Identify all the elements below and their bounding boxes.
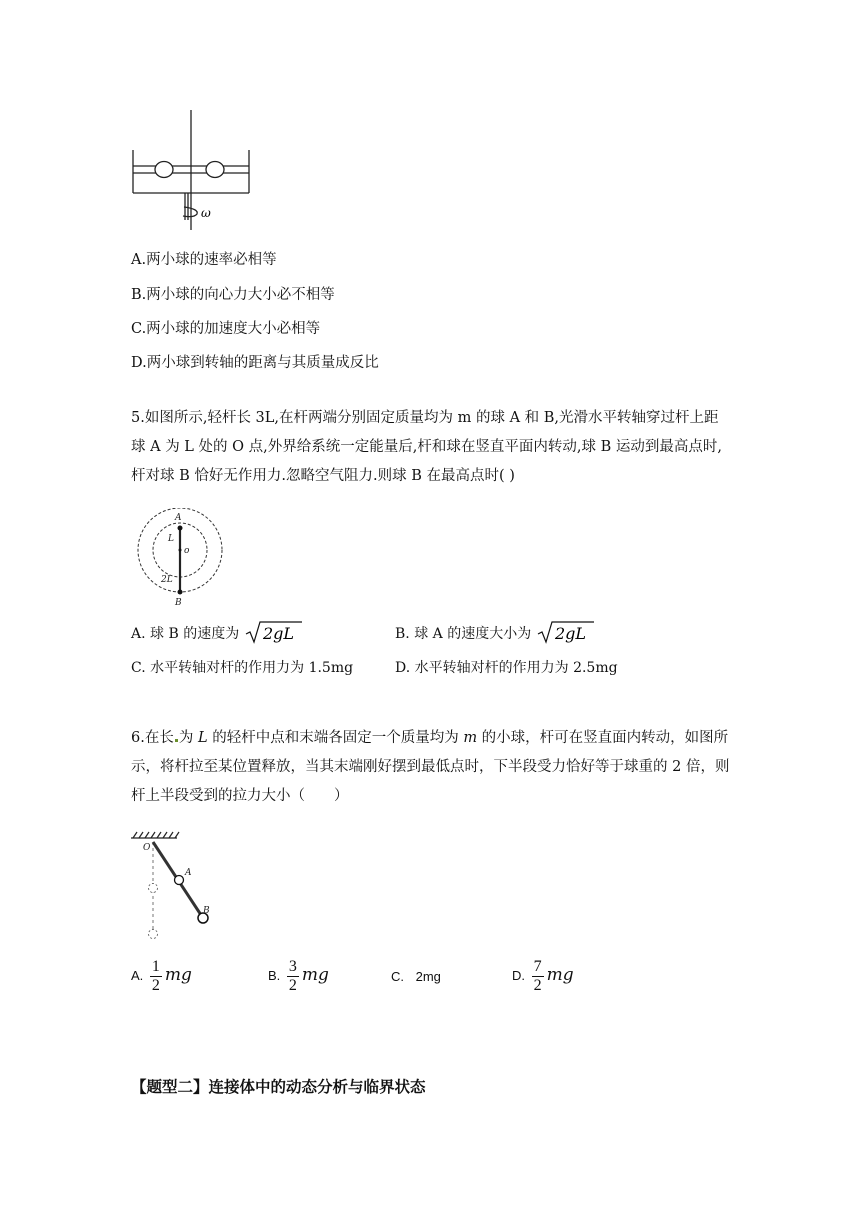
q4-figure-rotating-frame	[131, 110, 251, 232]
q6-option-d-den: 2	[533, 977, 542, 994]
sqrt-symbol	[536, 620, 596, 648]
q5-stem: 5.如图所示,轻杆长 3L,在杆两端分别固定质量均为 m 的球 A 和 B,光滑水平转轴穿过杆上距球 A 为 L 处的 O 点,外界给系统一定能量后,杆和球在竖直平面内转动,球 B 运动到最高点时,杆对球 B 恰好无作用力.忽略空气阻力.则球 B 在最高点时( )	[131, 410, 722, 484]
q6-option-d-mg: mg	[546, 964, 574, 985]
q5-figure-rod-circles	[135, 508, 231, 608]
q5-label-l: L	[168, 534, 174, 544]
q6-option-c-label: C.	[391, 969, 404, 984]
q6-stem-part3: 的轻杆中点和末端各固定一个质量均为	[207, 730, 464, 746]
q4-option-c: C.两小球的加速度大小必相等	[131, 321, 321, 337]
q6-option-a-den: 2	[151, 977, 160, 994]
q5-label-a: A	[175, 513, 182, 523]
q5-option-b-text: B. 球 A 的速度大小为	[395, 626, 532, 642]
sqrt-symbol	[244, 620, 304, 648]
q6-stem-m: m	[463, 730, 478, 746]
q6-label-b: B	[203, 906, 210, 916]
q5-label-b: B	[175, 598, 182, 608]
q5-option-a-math: 2gL	[262, 624, 294, 643]
q6-option-b-den: 2	[288, 977, 297, 994]
q6-figure-pendulum	[131, 830, 213, 944]
q4-option-a: A.两小球的速率必相等	[131, 252, 277, 268]
q6-label-a: A	[185, 868, 192, 878]
q4-option-d: D.两小球到转轴的距离与其质量成反比	[131, 355, 379, 371]
q6-option-b-num: 3	[288, 958, 297, 975]
q6-option-b-label: B.	[268, 967, 281, 983]
q6-option-a-num: 1	[151, 958, 160, 975]
q6-option-b-mg: mg	[301, 964, 329, 985]
q6-option-a-mg: mg	[164, 964, 192, 985]
q5-option-a	[131, 620, 304, 648]
q6-stem-part2: 为	[178, 730, 198, 746]
q4-option-b: B.两小球的向心力大小必不相等	[131, 287, 335, 303]
q5-option-d: D. 水平转轴对杆的作用力为 2.5mg	[395, 660, 618, 676]
q6-label-o: O	[143, 843, 151, 853]
q6-option-d	[512, 958, 574, 995]
section-heading: 【题型二】连接体中的动态分析与临界状态	[131, 1078, 426, 1096]
q6-option-c	[391, 969, 441, 984]
q6-option-b	[268, 958, 329, 995]
q6-stem	[131, 724, 731, 811]
q6-stem-l: L	[197, 730, 208, 746]
q5-label-o: o	[184, 546, 190, 556]
q6-option-a	[131, 958, 192, 995]
q6-option-a-label: A.	[131, 967, 144, 983]
q5-option-a-text: A. 球 B 的速度为	[131, 626, 240, 642]
q6-option-c-text: 2mg	[415, 969, 441, 984]
q5-option-c: C. 水平转轴对杆的作用力为 1.5mg	[131, 660, 354, 676]
q4-omega-label: ω	[201, 206, 211, 220]
q5-option-b-math: 2gL	[554, 624, 586, 643]
fraction	[532, 958, 544, 995]
q5-label-2l: 2L	[161, 575, 173, 585]
fraction	[287, 958, 299, 995]
q6-stem-part4: 的小球，杆可在竖直面内转动，如图所示，将杆拉至某位置释放，当其末端刚好摆到最低点时，下半段受力恰好等于球重的 2 倍，则杆上半段受到的拉力大小（ ）	[131, 730, 730, 804]
q5-option-b	[395, 620, 596, 648]
fraction	[150, 958, 162, 995]
q6-option-d-num: 7	[533, 958, 542, 975]
q6-option-d-label: D.	[512, 967, 525, 983]
q6-stem-part1: 6.在长	[131, 730, 174, 746]
q6-stem-dot	[175, 739, 178, 742]
